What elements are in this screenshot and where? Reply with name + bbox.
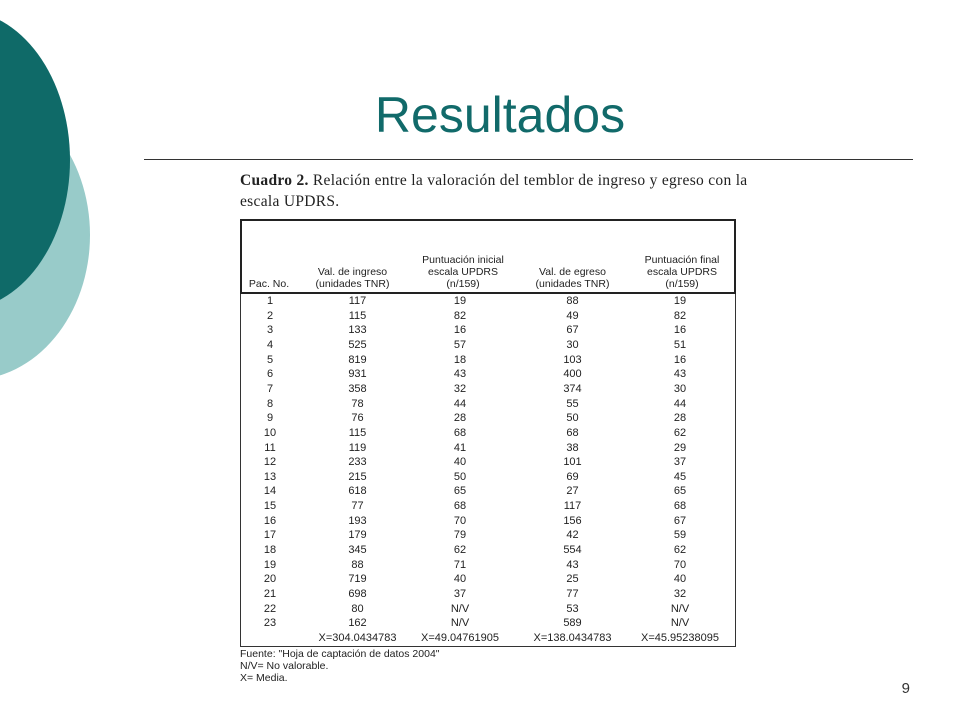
table-cell: 28 <box>453 412 467 425</box>
table-cell: 70 <box>673 558 687 571</box>
table-cell: 30 <box>566 338 579 351</box>
table-cell: 25 <box>566 573 579 586</box>
table-row <box>240 514 736 529</box>
table-cell: 44 <box>673 397 687 410</box>
table-cell: 32 <box>453 382 467 395</box>
table-cell: 69 <box>566 470 579 483</box>
table-cell: 68 <box>673 500 687 513</box>
table-cell: 53 <box>566 602 579 615</box>
table-cell: 82 <box>453 309 467 322</box>
table-cell: 698 <box>348 588 367 600</box>
table-cell: 19 <box>453 295 467 307</box>
table-cell: 42 <box>566 529 579 542</box>
table-cell: 525 <box>348 338 367 351</box>
table-row <box>240 323 736 338</box>
table-cell: N/V <box>670 617 690 630</box>
table-cell: 115 <box>348 309 367 322</box>
table-cell: 37 <box>453 588 467 600</box>
table-cell: 17 <box>263 529 277 542</box>
table-cell: 19 <box>673 295 687 307</box>
table-row <box>240 558 736 573</box>
table-row <box>240 353 736 368</box>
table-row <box>240 411 736 426</box>
table-cell: 162 <box>348 617 367 630</box>
table-cell: 51 <box>673 338 687 351</box>
table-row <box>240 484 736 499</box>
column-header-2 <box>300 266 405 290</box>
table-cell: 38 <box>566 441 579 454</box>
table-cell: 12 <box>263 456 277 469</box>
table-cell: 68 <box>453 500 467 513</box>
table-row <box>240 294 736 309</box>
table-cell: 43 <box>566 558 579 571</box>
table-cell: N/V <box>670 602 690 615</box>
table-cell: 16 <box>673 353 687 366</box>
table-cell: 14 <box>263 485 277 498</box>
table-row <box>240 616 736 631</box>
mean-cell: X=304.0434783 <box>318 631 397 644</box>
column-header-3 <box>408 254 518 290</box>
table-row <box>240 528 736 543</box>
table-row <box>240 572 736 587</box>
footnote: X= Media. <box>240 672 288 684</box>
table-cell: 55 <box>566 397 579 410</box>
table-cell: 16 <box>453 324 467 337</box>
table-cell: 70 <box>453 514 467 527</box>
table-cell: 554 <box>563 544 582 557</box>
column-header-4 <box>520 266 625 290</box>
mean-cell: X=49.04761905 <box>421 631 499 644</box>
caption-text: Relación entre la valoración del temblor de ingreso y egreso con la escala UPDRS. <box>240 172 748 210</box>
column-header-5 <box>628 254 736 290</box>
table-cell: 40 <box>673 573 687 586</box>
table-cell: 16 <box>673 324 687 337</box>
column-header-line: Puntuación final <box>644 254 720 266</box>
table-cell: 101 <box>563 456 582 469</box>
table-cell: 103 <box>563 353 582 366</box>
column-header-line: (n/159) <box>446 278 480 290</box>
table-cell: 358 <box>348 382 367 395</box>
table-cell: 40 <box>453 573 467 586</box>
table-cell: 59 <box>673 529 687 542</box>
table-cell: 71 <box>453 558 467 571</box>
table-cell: 16 <box>263 514 277 527</box>
table-row <box>240 602 736 617</box>
table-cell: 88 <box>351 558 364 571</box>
table-cell: 30 <box>673 382 687 395</box>
table-cell: 67 <box>673 514 687 527</box>
slide-title: Resultados <box>374 87 626 143</box>
table-cell: 28 <box>673 412 687 425</box>
table-row <box>240 382 736 397</box>
table-row <box>240 499 736 514</box>
table-cell: 589 <box>563 617 582 630</box>
table-cell: 233 <box>348 456 367 469</box>
table-cell: 76 <box>351 412 364 425</box>
table-cell: 719 <box>348 573 367 586</box>
mean-cell: X=138.0434783 <box>533 631 612 644</box>
table-cell: 88 <box>566 295 579 307</box>
table-cell: 9 <box>266 412 274 425</box>
table-cell: 43 <box>673 368 687 381</box>
table-cell: 18 <box>263 544 277 557</box>
table-row <box>240 441 736 456</box>
page-number: 9 <box>901 680 910 697</box>
table-cell: 62 <box>673 544 687 557</box>
table-cell: 23 <box>263 617 277 630</box>
column-header-line: Pac. No. <box>248 278 290 290</box>
column-header-line: (unidades TNR) <box>535 278 610 290</box>
table-cell: 156 <box>563 514 582 527</box>
table-cell: 1 <box>266 295 274 307</box>
table-cell: 2 <box>266 309 274 322</box>
table-cell: 931 <box>348 368 367 381</box>
column-header-line: (n/159) <box>665 278 699 290</box>
table-cell: 15 <box>263 500 277 513</box>
table-cell: 3 <box>266 324 274 337</box>
table-cell: 49 <box>566 309 579 322</box>
table-cell: 20 <box>263 573 277 586</box>
table-cell: 77 <box>351 500 364 513</box>
table-cell: 4 <box>266 338 274 351</box>
table-cell: 13 <box>263 470 277 483</box>
title-divider <box>144 159 913 160</box>
column-header-line: Val. de ingreso <box>317 266 388 278</box>
table-cell: 40 <box>453 456 467 469</box>
table-cell: 78 <box>351 397 364 410</box>
column-header-line: escala UPDRS <box>427 266 499 278</box>
table-cell: 119 <box>348 441 367 454</box>
table-cell: 7 <box>266 382 274 395</box>
table-cell: 117 <box>563 500 582 513</box>
table-row <box>240 455 736 470</box>
table-cell: 79 <box>453 529 467 542</box>
table-cell: 57 <box>453 338 467 351</box>
table-row <box>240 470 736 485</box>
table-cell: 62 <box>673 426 687 439</box>
table-cell: 43 <box>453 368 467 381</box>
footnote: N/V= No valorable. <box>240 660 329 672</box>
column-header-line: Val. de egreso <box>539 266 606 278</box>
table-cell: 62 <box>453 544 467 557</box>
table-cell: 80 <box>351 602 364 615</box>
table-cell: 37 <box>673 456 687 469</box>
table-cell: 400 <box>563 368 582 381</box>
table-cell: 68 <box>566 426 579 439</box>
table-cell: 67 <box>566 324 579 337</box>
table-cell: 215 <box>348 470 367 483</box>
table-cell: 68 <box>453 426 467 439</box>
table-mean-row <box>240 631 736 646</box>
table-cell: 27 <box>566 485 579 498</box>
table-row <box>240 543 736 558</box>
table-cell: 6 <box>266 368 274 381</box>
table-cell: 22 <box>263 602 277 615</box>
table-row <box>240 338 736 353</box>
table-cell: 50 <box>566 412 579 425</box>
table-cell: 41 <box>453 441 467 454</box>
table-cell: 19 <box>263 558 277 571</box>
table-row <box>240 397 736 412</box>
table-caption <box>240 170 750 212</box>
table-cell: N/V <box>450 617 470 630</box>
table-cell: 11 <box>264 441 276 454</box>
table-cell: 82 <box>673 309 687 322</box>
table-cell: 77 <box>566 588 579 600</box>
table-cell: 45 <box>673 470 687 483</box>
table-row <box>240 309 736 324</box>
table-cell: 18 <box>453 353 467 366</box>
table-cell: 5 <box>266 353 274 366</box>
table-row <box>240 426 736 441</box>
mean-cell: X=45.95238095 <box>641 631 719 644</box>
table-cell: 10 <box>263 426 277 439</box>
table-cell: 618 <box>348 485 367 498</box>
table-cell: 115 <box>348 426 367 439</box>
column-header-line: escala UPDRS <box>646 266 718 278</box>
table-cell: 819 <box>348 353 367 366</box>
column-header-line: (unidades TNR) <box>315 278 390 290</box>
table-cell: 65 <box>673 485 687 498</box>
column-header-line: Puntuación inicial <box>422 254 504 266</box>
table-cell: 65 <box>453 485 467 498</box>
table-cell: 193 <box>348 514 367 527</box>
table-cell: 133 <box>348 324 367 337</box>
table-cell: 21 <box>263 588 277 600</box>
table-cell: 29 <box>673 441 687 454</box>
caption-label: Cuadro 2. <box>240 172 309 189</box>
table-cell: 8 <box>266 397 274 410</box>
table-cell: 374 <box>563 382 582 395</box>
table-row <box>240 587 736 602</box>
table-cell: 50 <box>453 470 467 483</box>
table-row <box>240 367 736 382</box>
table-cell: N/V <box>450 602 470 615</box>
table-cell: 345 <box>348 544 367 557</box>
table-cell: 32 <box>673 588 687 600</box>
table-cell: 179 <box>348 529 367 542</box>
table-cell: 44 <box>453 397 467 410</box>
footnote: Fuente: "Hoja de captación de datos 2004" <box>240 648 440 660</box>
table-cell: 117 <box>348 295 367 307</box>
column-header-1 <box>240 278 298 290</box>
